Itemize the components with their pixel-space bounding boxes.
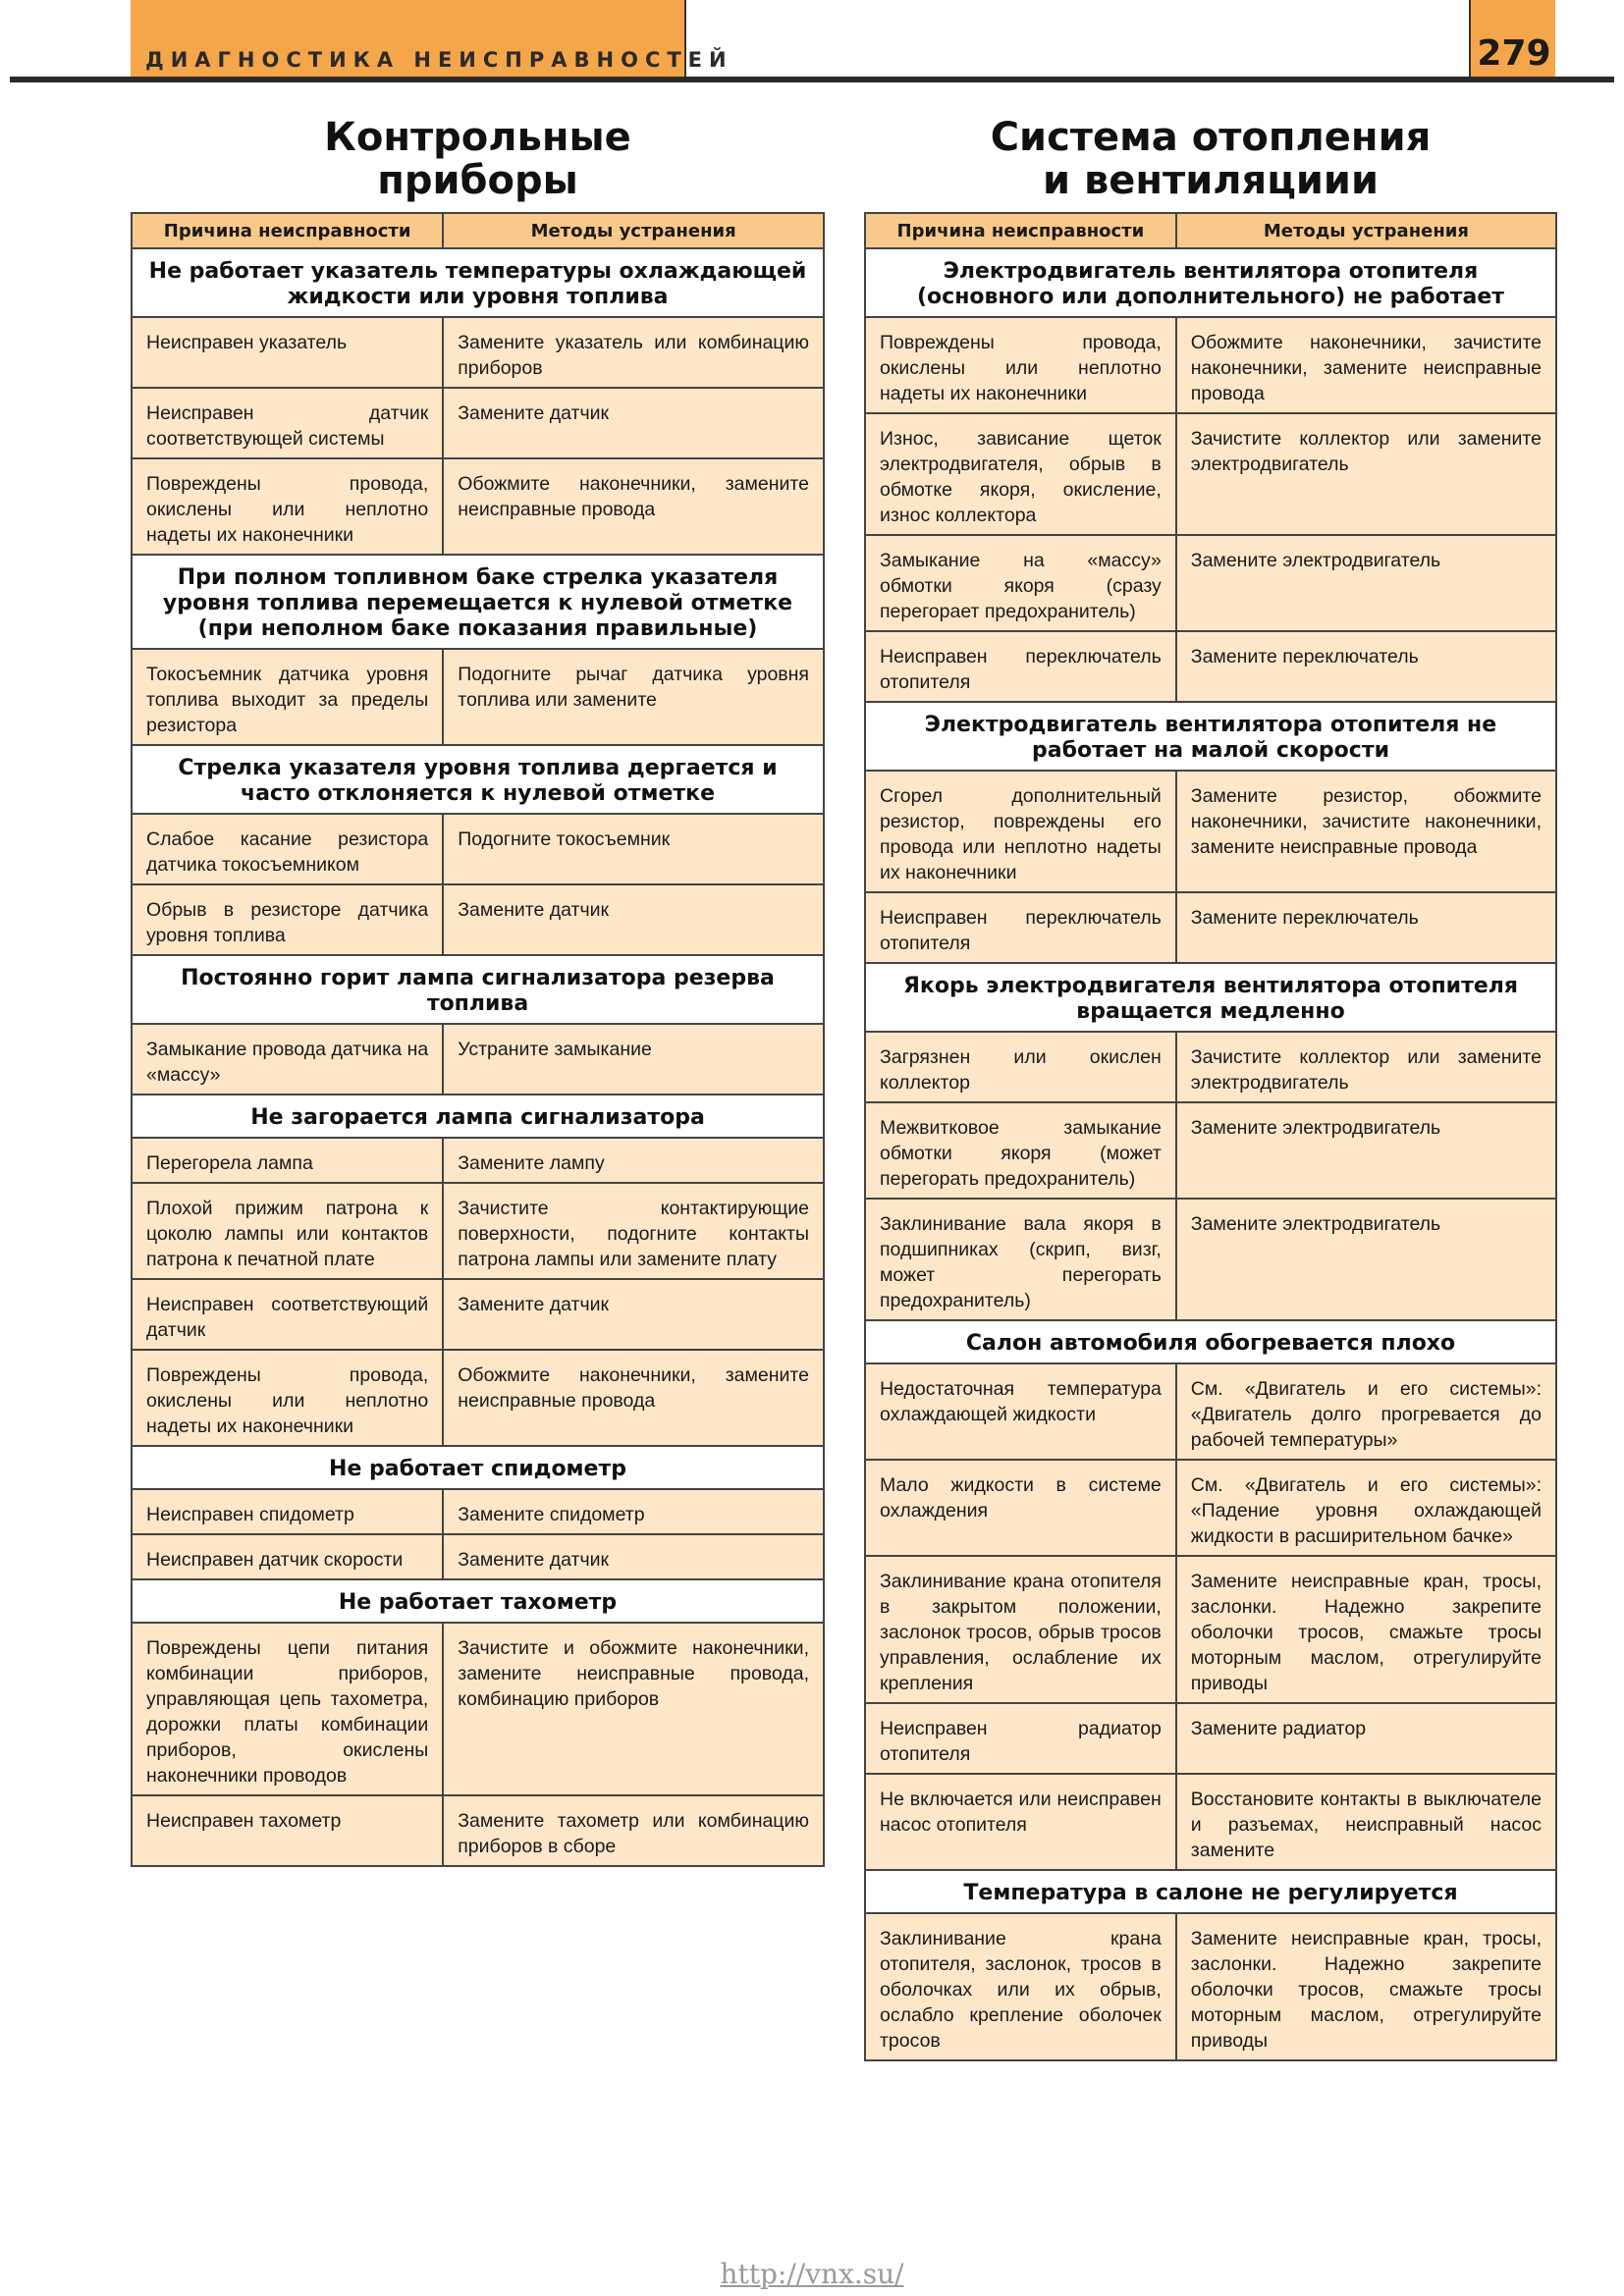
table-row: [865, 1032, 1556, 1102]
fix-cell: Обожмите наконечники, замените неисправные провода: [443, 458, 824, 555]
table-row: [865, 535, 1556, 631]
section-row: [132, 1095, 824, 1138]
fix-cell: Зачистите коллектор или замените электродвигатель: [1176, 1032, 1556, 1102]
cause-cell: Слабое касание резистора датчика токосъемником: [132, 814, 443, 884]
table-row: [865, 771, 1556, 892]
fix-cell: Замените электродвигатель: [1176, 1199, 1556, 1320]
table-row: [865, 1703, 1556, 1774]
fix-cell: Замените радиатор: [1176, 1703, 1556, 1774]
fix-cell: Замените датчик: [443, 884, 824, 955]
fix-cell: Зачистите контактирующие поверхности, подогните контакты патрона лампы или замените плату: [443, 1183, 824, 1279]
fix-cell: Замените переключатель: [1176, 631, 1556, 702]
table-row: [132, 814, 824, 884]
cause-cell: Неисправен датчик соответствующей системы: [132, 388, 443, 458]
cause-cell: Токосъемник датчика уровня топлива выходит за пределы резистора: [132, 649, 443, 745]
table-row: [132, 317, 824, 388]
right-header-cause: Причина неисправности: [865, 213, 1176, 248]
left-table-body: [132, 248, 824, 1866]
right-table-body: [865, 248, 1556, 2060]
fix-cell: Замените датчик: [443, 388, 824, 458]
table-row: [865, 1460, 1556, 1556]
left-header-fix: Методы устранения: [443, 213, 824, 248]
right-column: [864, 116, 1557, 2061]
fix-cell: Подогните рычаг датчика уровня топлива или замените: [443, 649, 824, 745]
section-row: [132, 1446, 824, 1489]
table-row: [132, 1489, 824, 1534]
cause-cell: Неисправен спидометр: [132, 1489, 443, 1534]
table-row: [865, 1199, 1556, 1320]
cause-cell: Сгорел дополнительный резистор, повреждены его провода или неплотно надеты их наконечники: [865, 771, 1176, 892]
table-row: [865, 317, 1556, 413]
fix-cell: Замените переключатель: [1176, 892, 1556, 963]
section-row: [865, 702, 1556, 771]
section-label: ДИАГНОСТИКА НЕИСПРАВНОСТЕЙ: [145, 48, 733, 72]
table-row: [132, 1350, 824, 1446]
section-row: [132, 1579, 824, 1623]
cause-cell: Неисправен переключатель отопителя: [865, 631, 1176, 702]
cause-cell: Неисправен соответствующий датчик: [132, 1279, 443, 1350]
section-row: [865, 1320, 1556, 1363]
table-row: [865, 1913, 1556, 2060]
cause-cell: Заклинивание крана отопителя в закрытом положении, заслонок тросов, обрыв тросов управления, ослабление их крепления: [865, 1556, 1176, 1703]
table-row: [132, 649, 824, 745]
fix-cell: Устраните замыкание: [443, 1024, 824, 1095]
table-row: [865, 1102, 1556, 1199]
right-title-line2: и вентиляциии: [1043, 158, 1379, 203]
table-row: [132, 1138, 824, 1183]
fix-cell: Подогните токосъемник: [443, 814, 824, 884]
fix-cell: Зачистите и обожмите наконечники, замените неисправные провода, комбинацию приборов: [443, 1623, 824, 1795]
fix-cell: Зачистите коллектор или замените электродвигатель: [1176, 413, 1556, 535]
table-row: [865, 413, 1556, 535]
cause-cell: Не включается или неисправен насос отопителя: [865, 1774, 1176, 1870]
cause-cell: Плохой прижим патрона к цоколю лампы или контактов патрона к печатной плате: [132, 1183, 443, 1279]
fix-cell: Замените электродвигатель: [1176, 1102, 1556, 1199]
section-row: [132, 745, 824, 814]
section-heading: Стрелка указателя уровня топлива дергается и часто отклоняется к нулевой отметке: [132, 745, 824, 814]
footer-url[interactable]: http://vnx.su/: [720, 2258, 904, 2290]
table-row: [865, 631, 1556, 702]
right-title-line1: Система отопления: [990, 115, 1432, 160]
fix-cell: Замените неисправные кран, тросы, заслонки. Надежно закрепите оболочки тросов, смажьте тросы моторным маслом, отрегулируйте приводы: [1176, 1556, 1556, 1703]
table-row: [132, 1534, 824, 1579]
fix-cell: См. «Двигатель и его системы»: «Падение уровня охлаждающей жидкости в расширительном бачке»: [1176, 1460, 1556, 1556]
right-title: [864, 116, 1557, 212]
fix-cell: Обожмите наконечники, зачистите наконечники, замените неисправные провода: [1176, 317, 1556, 413]
table-row: [132, 388, 824, 458]
table-row: [132, 1183, 824, 1279]
table-row: [132, 1279, 824, 1350]
section-heading: Постоянно горит лампа сигнализатора резерва топлива: [132, 955, 824, 1024]
cause-cell: Повреждены провода, окислены или неплотно надеты их наконечники: [132, 1350, 443, 1446]
left-title: [131, 116, 825, 212]
section-row: [865, 1870, 1556, 1913]
fix-cell: Замените тахометр или комбинацию приборов в сборе: [443, 1795, 824, 1866]
cause-cell: Неисправен переключатель отопителя: [865, 892, 1176, 963]
section-heading: Не загорается лампа сигнализатора: [132, 1095, 824, 1138]
table-row: [865, 892, 1556, 963]
section-heading: Не работает тахометр: [132, 1579, 824, 1623]
cause-cell: Износ, зависание щеток электродвигателя, обрыв в обмотке якоря, окисление, износ коллектора: [865, 413, 1176, 535]
header-rule: [10, 77, 1614, 82]
fix-cell: Замените электродвигатель: [1176, 535, 1556, 631]
fix-cell: Замените указатель или комбинацию приборов: [443, 317, 824, 388]
cause-cell: Неисправен тахометр: [132, 1795, 443, 1866]
section-row: [132, 248, 824, 317]
section-heading: Салон автомобиля обогревается плохо: [865, 1320, 1556, 1363]
fix-cell: Восстановите контакты в выключателе и разъемах, неисправный насос замените: [1176, 1774, 1556, 1870]
cause-cell: Неисправен указатель: [132, 317, 443, 388]
cause-cell: Мало жидкости в системе охлаждения: [865, 1460, 1176, 1556]
fix-cell: Замените лампу: [443, 1138, 824, 1183]
fix-cell: Замените спидометр: [443, 1489, 824, 1534]
section-heading: Не работает спидометр: [132, 1446, 824, 1489]
section-heading: Температура в салоне не регулируется: [865, 1870, 1556, 1913]
fix-cell: Замените резистор, обожмите наконечники, зачистите наконечники, замените неисправные провода: [1176, 771, 1556, 892]
section-heading: При полном топливном баке стрелка указателя уровня топлива перемещается к нулевой отметке (при неполном баке показания правильные): [132, 555, 824, 649]
table-row: [132, 1024, 824, 1095]
cause-cell: Перегорела лампа: [132, 1138, 443, 1183]
section-row: [132, 555, 824, 649]
cause-cell: Загрязнен или окислен коллектор: [865, 1032, 1176, 1102]
section-heading: Не работает указатель температуры охлаждающей жидкости или уровня топлива: [132, 248, 824, 317]
right-header-fix: Методы устранения: [1176, 213, 1556, 248]
page-number: 279: [1477, 33, 1551, 74]
cause-cell: Замыкание провода датчика на «массу»: [132, 1024, 443, 1095]
table-row: [132, 458, 824, 555]
cause-cell: Межвитковое замыкание обмотки якоря (может перегорать предохранитель): [865, 1102, 1176, 1199]
section-row: [132, 955, 824, 1024]
table-row: [865, 1363, 1556, 1460]
cause-cell: Неисправен датчик скорости: [132, 1534, 443, 1579]
cause-cell: Обрыв в резисторе датчика уровня топлива: [132, 884, 443, 955]
section-row: [865, 248, 1556, 317]
cause-cell: Повреждены провода, окислены или неплотно надеты их наконечники: [865, 317, 1176, 413]
right-diagnostic-table: [864, 212, 1557, 2061]
fix-cell: Замените датчик: [443, 1534, 824, 1579]
table-row: [132, 1623, 824, 1795]
left-column: [131, 116, 825, 1867]
cause-cell: Повреждены провода, окислены или неплотно надеты их наконечники: [132, 458, 443, 555]
cause-cell: Неисправен радиатор отопителя: [865, 1703, 1176, 1774]
fix-cell: Замените датчик: [443, 1279, 824, 1350]
table-row: [865, 1774, 1556, 1870]
left-diagnostic-table: [131, 212, 825, 1867]
fix-cell: Замените неисправные кран, тросы, заслонки. Надежно закрепите оболочки тросов, смажьте тросы моторным маслом, отрегулируйте приводы: [1176, 1913, 1556, 2060]
left-header-cause: Причина неисправности: [132, 213, 443, 248]
section-heading: Электродвигатель вентилятора отопителя не работает на малой скорости: [865, 702, 1556, 771]
cause-cell: Повреждены цепи питания комбинации приборов, управляющая цепь тахометра, дорожки платы комбинации приборов, окислены наконечники проводов: [132, 1623, 443, 1795]
left-title-line2: приборы: [377, 158, 578, 203]
cause-cell: Замыкание на «массу» обмотки якоря (сразу перегорает предохранитель): [865, 535, 1176, 631]
cause-cell: Заклинивание вала якоря в подшипниках (скрип, визг, может перегорать предохранитель): [865, 1199, 1176, 1320]
section-row: [865, 963, 1556, 1032]
section-heading: Якорь электродвигателя вентилятора отопителя вращается медленно: [865, 963, 1556, 1032]
fix-cell: Обожмите наконечники, замените неисправные провода: [443, 1350, 824, 1446]
table-row: [865, 1556, 1556, 1703]
table-row: [132, 1795, 824, 1866]
section-heading: Электродвигатель вентилятора отопителя (основного или дополнительного) не работает: [865, 248, 1556, 317]
table-row: [132, 884, 824, 955]
fix-cell: См. «Двигатель и его системы»: «Двигатель долго прогревается до рабочей температуры»: [1176, 1363, 1556, 1460]
cause-cell: Заклинивание крана отопителя, заслонок, тросов в оболочках или их обрыв, ослабло крепление оболочек тросов: [865, 1913, 1176, 2060]
cause-cell: Недостаточная температура охлаждающей жидкости: [865, 1363, 1176, 1460]
left-title-line1: Контрольные: [324, 115, 631, 160]
